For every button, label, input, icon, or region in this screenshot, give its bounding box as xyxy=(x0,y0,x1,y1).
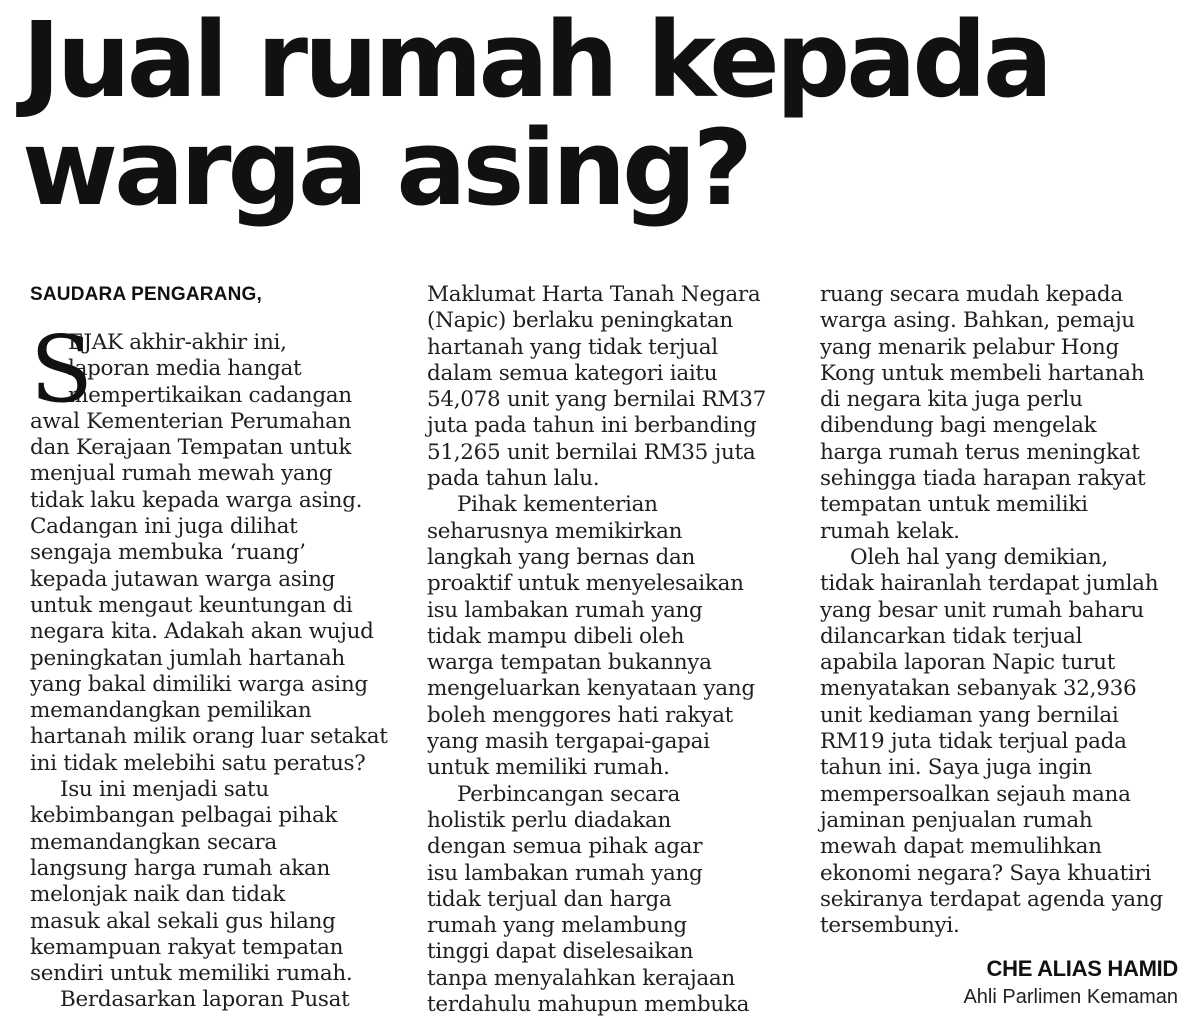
text-line: warga asing. Bahkan, pemaju xyxy=(820,308,1135,334)
paragraph xyxy=(30,777,382,987)
text-line: menjual rumah mewah yang xyxy=(30,461,333,487)
text-line: untuk memiliki rumah. xyxy=(427,755,670,781)
text-line: Pihak kementerian xyxy=(457,492,658,518)
text-line: Kong untuk membeli hartanah xyxy=(820,360,1145,386)
headline xyxy=(22,0,1192,229)
signature xyxy=(963,956,1178,1009)
text-line: kemampuan rakyat tempatan xyxy=(30,934,344,960)
paragraph xyxy=(427,782,789,1019)
text-line: Oleh hal yang demikian, xyxy=(850,544,1108,570)
text-line: hartanah yang tidak terjual xyxy=(427,334,718,360)
text-line: langkah yang bernas dan xyxy=(427,544,696,570)
text-line: negara kita. Adakah akan wujud xyxy=(30,619,374,645)
text-line: mempersoalkan sejauh mana xyxy=(820,781,1131,807)
text-line: awal Kementerian Perumahan xyxy=(30,408,352,434)
text-line: mewah dapat memulihkan xyxy=(820,834,1102,860)
text-line: di negara kita juga perlu xyxy=(820,387,1083,413)
text-line: apabila laporan Napic turut xyxy=(820,650,1116,676)
text-line: isu lambakan rumah yang xyxy=(427,860,703,886)
text-line: EJAK akhir-akhir ini, xyxy=(68,330,287,355)
text-line: tidak terjual dan harga xyxy=(427,886,672,912)
text-line: Perbincangan secara xyxy=(457,781,680,807)
text-line: holistik perlu diadakan xyxy=(427,807,672,833)
text-line: ekonomi negara? Saya khuatiri xyxy=(820,860,1152,886)
text-line: kebimbangan pelbagai pihak xyxy=(30,803,338,829)
text-line: tahun ini. Saya juga ingin xyxy=(820,755,1092,781)
text-line: masuk akal sekali gus hilang xyxy=(30,908,336,934)
text-line: Maklumat Harta Tanah Negara xyxy=(427,282,761,307)
text-line: ruang secara mudah kepada xyxy=(820,282,1123,307)
text-line: dilancarkan tidak terjual xyxy=(820,623,1083,649)
text-line: unit kediaman yang bernilai xyxy=(820,702,1119,728)
text-line: untuk mengaut keuntungan di xyxy=(30,592,353,618)
text-line: dalam semua kategori iaitu xyxy=(427,360,718,386)
text-line: juta pada tahun ini berbanding xyxy=(427,413,757,439)
text-line: peningkatan jumlah hartanah xyxy=(30,645,345,671)
text-line: tempatan untuk memiliki xyxy=(820,492,1088,518)
text-line: melonjak naik dan tidak xyxy=(30,882,286,908)
text-line: memandangkan pemilikan xyxy=(30,698,312,724)
text-line: laporan media hangat xyxy=(68,356,302,382)
text-line: tidak mampu dibeli oleh xyxy=(427,623,685,649)
text-line: (Napic) berlaku peningkatan xyxy=(427,308,733,334)
text-line: proaktif untuk menyelesaikan xyxy=(427,571,744,597)
text-line: tinggi dapat diselesaikan xyxy=(427,939,694,965)
text-line: memandangkan secara xyxy=(30,829,277,855)
text-line: RM19 juta tidak terjual pada xyxy=(820,729,1127,755)
author-name: CHE ALIAS HAMID xyxy=(986,956,1178,981)
headline-line-1: Jual rumah kepada xyxy=(22,0,1050,121)
text-line: langsung harga rumah akan xyxy=(30,855,331,881)
paragraph xyxy=(820,545,1180,939)
text-line: rumah yang melambung xyxy=(427,913,687,939)
text-line: mengeluarkan kenyataan yang xyxy=(427,676,755,702)
text-line: sekiranya terdapat agenda yang xyxy=(820,886,1163,912)
text-line: warga tempatan bukannya xyxy=(427,650,712,676)
text-line: terdahulu mahupun membuka xyxy=(427,992,750,1018)
column-3 xyxy=(820,282,1180,939)
text-line: sendiri untuk memiliki rumah. xyxy=(30,961,353,987)
text-line: Isu ini menjadi satu xyxy=(60,777,269,803)
column-1 xyxy=(30,282,388,1014)
text-line: tidak hairanlah terdapat jumlah xyxy=(820,571,1159,597)
text-line: pada tahun lalu. xyxy=(427,466,600,492)
headline-line-2: warga asing? xyxy=(22,107,749,229)
salutation: SAUDARA PENGARANG, xyxy=(30,284,262,305)
text-line: tidak laku kepada warga asing. xyxy=(30,487,363,513)
text-line: harga rumah terus meningkat xyxy=(820,439,1140,465)
text-line: sengaja membuka ‘ruang’ xyxy=(30,540,306,566)
text-line: dan Kerajaan Tempatan untuk xyxy=(30,435,352,461)
paragraph xyxy=(427,282,789,492)
text-line: ini tidak melebihi satu peratus? xyxy=(30,750,366,776)
text-line: hartanah milik orang luar setakat xyxy=(30,724,388,750)
text-line: yang masih tergapai-gapai xyxy=(427,729,710,755)
text-line: boleh menggores hati rakyat xyxy=(427,702,733,728)
paragraph xyxy=(30,987,382,1013)
text-line: yang besar unit rumah baharu xyxy=(820,597,1144,623)
paragraph xyxy=(427,492,789,781)
text-line: mempertikaikan cadangan xyxy=(68,382,352,408)
text-line: dengan semua pihak agar xyxy=(427,834,703,860)
text-line: kepada jutawan warga asing xyxy=(30,566,336,592)
text-line: tanpa menyalahkan kerajaan xyxy=(427,965,735,991)
text-line: rumah kelak. xyxy=(820,518,960,544)
text-line: dibendung bagi mengelak xyxy=(820,413,1097,439)
text-line: Berdasarkan laporan Pusat xyxy=(60,987,350,1013)
paragraph xyxy=(820,282,1180,545)
text-line: 51,265 unit bernilai RM35 juta xyxy=(427,439,756,465)
opening-paragraph xyxy=(30,316,388,777)
text-line: Cadangan ini juga dilihat xyxy=(30,514,298,540)
text-line: isu lambakan rumah yang xyxy=(427,597,703,623)
column-2 xyxy=(427,282,789,1018)
author-title: Ahli Parlimen Kemaman xyxy=(963,986,1178,1008)
text-line: 54,078 unit yang bernilai RM37 xyxy=(427,387,766,413)
text-line: yang menarik pelabur Hong xyxy=(820,334,1119,360)
text-line: jaminan penjualan rumah xyxy=(820,807,1093,833)
text-line: menyatakan sebanyak 32,936 xyxy=(820,676,1137,702)
text-line: sehingga tiada harapan rakyat xyxy=(820,466,1146,492)
text-line: tersembunyi. xyxy=(820,913,960,939)
text-line: seharusnya memikirkan xyxy=(427,518,683,544)
text-line: yang bakal dimiliki warga asing xyxy=(30,671,368,697)
drop-cap: S xyxy=(30,316,93,423)
